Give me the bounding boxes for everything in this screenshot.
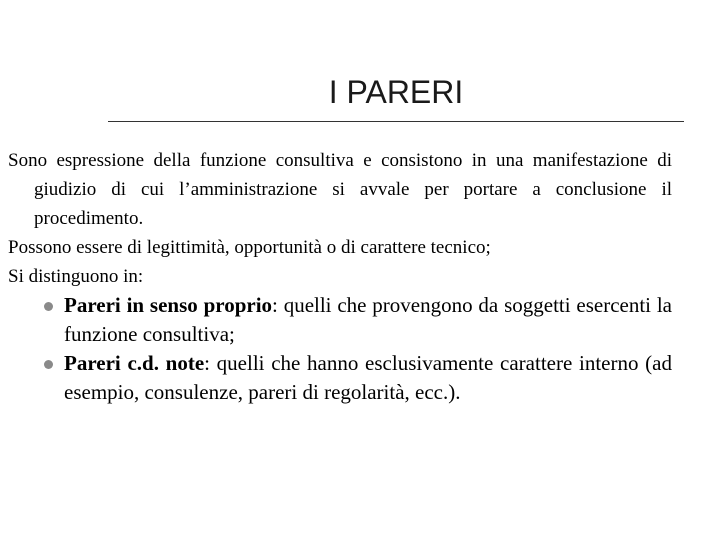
- slide-body: [8, 146, 672, 407]
- slide-title: I PARERI: [328, 74, 464, 110]
- bullet-text: : quelli che hanno esclusivamente carattere interno (ad esempio, consulenze, pareri di regolarità, ecc.).: [64, 351, 672, 404]
- title-divider: [108, 121, 684, 122]
- paragraph-types: Possono essere di legittimità, opportunità o di carattere tecnico;: [8, 237, 491, 258]
- bullet-term: Pareri c.d. note: [64, 351, 205, 375]
- bullet-list: [8, 291, 672, 407]
- bullet-dot-icon: [44, 302, 53, 311]
- bullet-term: Pareri in senso proprio: [64, 293, 273, 317]
- bullet-item-pareri-note: [64, 349, 672, 407]
- paragraph-definition: Sono espressione della funzione consultiva e consistono in una manifestazione di giudizio di cui l’amministrazione si avvale per portare a conclusione il procedimento.: [8, 150, 672, 229]
- bullet-text: : quelli che provengono da soggetti esercenti la funzione consultiva;: [64, 293, 672, 346]
- bullet-item-pareri-senso-proprio: [64, 291, 672, 349]
- paragraph-distinction: Si distinguono in:: [8, 266, 144, 287]
- bullet-dot-icon: [44, 360, 53, 369]
